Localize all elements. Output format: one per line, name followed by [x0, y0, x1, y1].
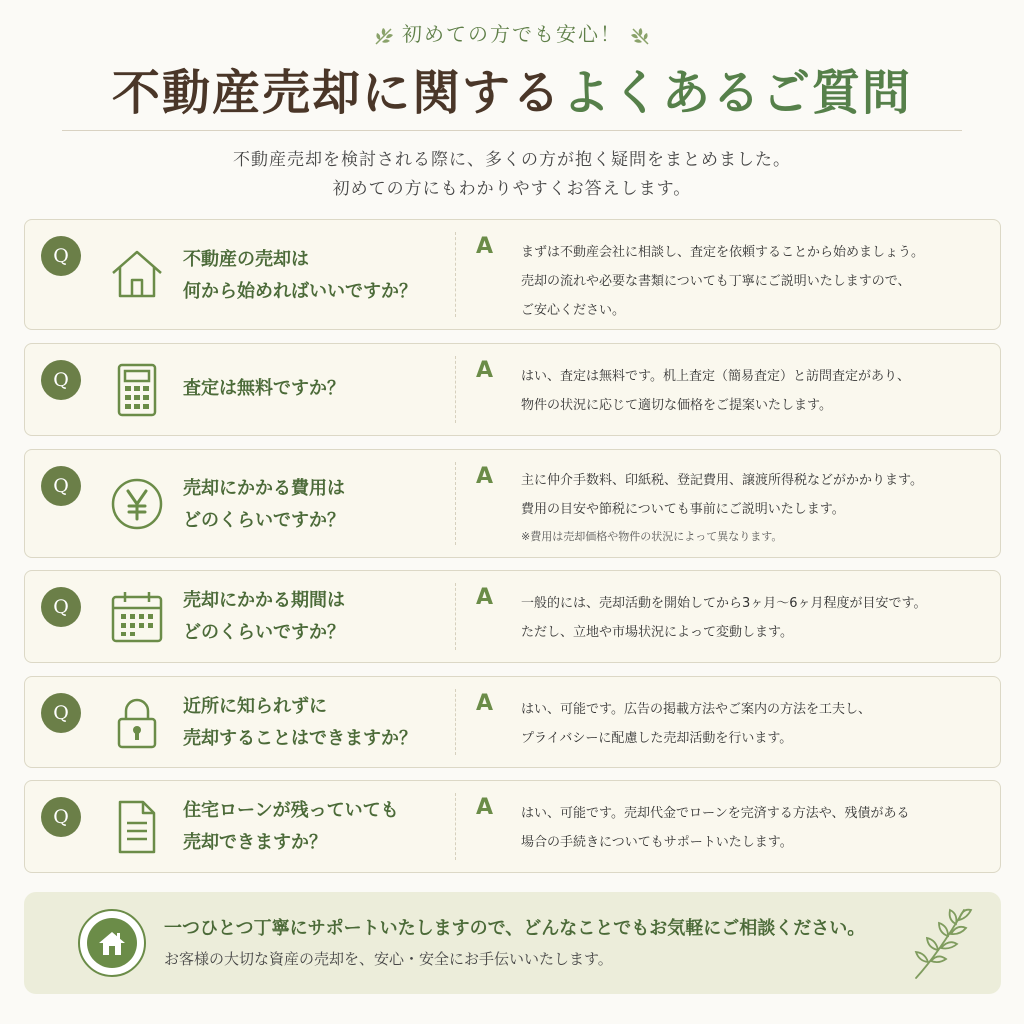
question-line-1: 売却にかかる費用は [183, 478, 345, 499]
answer-note: ※費用は売却価格や物件の状況によって異なります。 [521, 530, 783, 543]
answer-mark: A [476, 585, 494, 610]
document-icon [109, 799, 165, 855]
answer-text [521, 589, 991, 647]
answer-line-1: はい、可能です。売却代金でローンを完済する方法や、残債がある [521, 806, 910, 821]
qa-divider [455, 793, 456, 860]
page-title [0, 54, 1024, 123]
question-line-1: 査定は無料ですか？ [183, 378, 345, 399]
question-text [183, 691, 455, 755]
question-text [183, 473, 455, 537]
question-badge: Q [41, 693, 81, 733]
yen-coin-icon [109, 476, 165, 532]
answer-line-1: はい、可能です。広告の掲載方法やご案内の方法を工夫し、 [521, 702, 871, 717]
question-badge: Q [41, 587, 81, 627]
question-line-1: 近所に知られずに [183, 696, 327, 717]
house-icon [87, 918, 137, 968]
leaf-sprig-icon [372, 24, 396, 48]
question-text [183, 585, 455, 649]
question-line-2: どのくらいですか？ [183, 622, 345, 643]
answer-line-1: 一般的には、売却活動を開始してから3ヶ月〜6ヶ月程度が目安です。 [521, 596, 927, 611]
page-header [0, 0, 1024, 200]
answer-mark: A [476, 464, 494, 489]
question-badge: Q [41, 236, 81, 276]
footer-house-badge [78, 909, 146, 977]
answer-mark: A [476, 795, 494, 820]
calculator-icon [109, 362, 165, 418]
tagline-text: 初めての方でも安心！ [402, 22, 622, 46]
calendar-icon [109, 589, 165, 645]
question-line-1: 売却にかかる期間は [183, 590, 345, 611]
tagline [0, 18, 1024, 48]
question-badge: Q [41, 466, 81, 506]
padlock-icon [109, 695, 165, 751]
qa-divider [455, 583, 456, 650]
question-line-1: 不動産の売却は [183, 249, 309, 270]
answer-text [521, 799, 991, 857]
house-icon [109, 246, 165, 302]
answer-mark: A [476, 234, 494, 259]
question-line-2: 売却できますか？ [183, 832, 327, 853]
question-line-1: 住宅ローンが残っていても [183, 800, 399, 821]
qa-divider [455, 232, 456, 317]
leaf-sprig-icon [628, 24, 652, 48]
question-text [183, 795, 455, 859]
leaf-branch-icon [910, 904, 974, 982]
faq-item [24, 570, 1001, 663]
question-badge: Q [41, 360, 81, 400]
answer-mark: A [476, 691, 494, 716]
answer-line-2: 物件の状況に応じて適切な価格をご提案いたします。 [521, 398, 832, 413]
question-text [183, 244, 455, 308]
footer-main-text: 一つひとつ丁寧にサポートいたしますので、どんなことでもお気軽にご相談ください。 [164, 918, 866, 939]
answer-text [521, 362, 991, 420]
page-title-part2: よくあるご質問 [562, 65, 913, 121]
question-badge: Q [41, 797, 81, 837]
answer-mark: A [476, 358, 494, 383]
faq-item [24, 676, 1001, 768]
answer-line-2: 場合の手続きについてもサポートいたします。 [521, 835, 793, 850]
answer-text [521, 695, 991, 753]
qa-divider [455, 689, 456, 755]
faq-item [24, 780, 1001, 873]
qa-divider [455, 462, 456, 545]
faq-item [24, 219, 1001, 330]
answer-line-2: プライバシーに配慮した売却活動を行います。 [521, 731, 793, 746]
footer-sub-text: お客様の大切な資産の売却を、安心・安全にお手伝いいたします。 [164, 950, 613, 968]
footer-banner [24, 892, 1001, 994]
intro-text [0, 146, 1024, 204]
answer-line-3: ご安心ください。 [521, 303, 626, 318]
faq-item [24, 343, 1001, 436]
question-line-2: 売却することはできますか？ [183, 728, 417, 749]
faq-item [24, 449, 1001, 558]
answer-text [521, 466, 991, 550]
question-line-2: どのくらいですか？ [183, 510, 345, 531]
answer-line-1: 主に仲介手数料、印紙税、登記費用、譲渡所得税などがかかります。 [521, 473, 923, 488]
answer-line-2: 売却の流れや必要な書類についても丁寧にご説明いたしますので、 [521, 274, 911, 289]
answer-line-2: ただし、立地や市場状況によって変動します。 [521, 625, 793, 640]
answer-line-1: はい、査定は無料です。机上査定（簡易査定）と訪問査定があり、 [521, 369, 910, 384]
answer-line-1: まずは不動産会社に相談し、査定を依頼することから始めましょう。 [521, 245, 925, 260]
answer-text [521, 238, 991, 325]
intro-line-1: 不動産売却を検討される際に、多くの方が抱く疑問をまとめました。 [233, 150, 791, 170]
page-title-part1: 不動産売却に関する [111, 65, 562, 121]
intro-line-2: 初めての方にもわかりやすくお答えします。 [332, 179, 692, 199]
answer-line-2: 費用の目安や節税についても事前にご説明いたします。 [521, 502, 845, 517]
title-divider [62, 130, 962, 131]
question-text [183, 373, 455, 405]
qa-divider [455, 356, 456, 423]
question-line-2: 何から始めればいいですか？ [183, 281, 417, 302]
